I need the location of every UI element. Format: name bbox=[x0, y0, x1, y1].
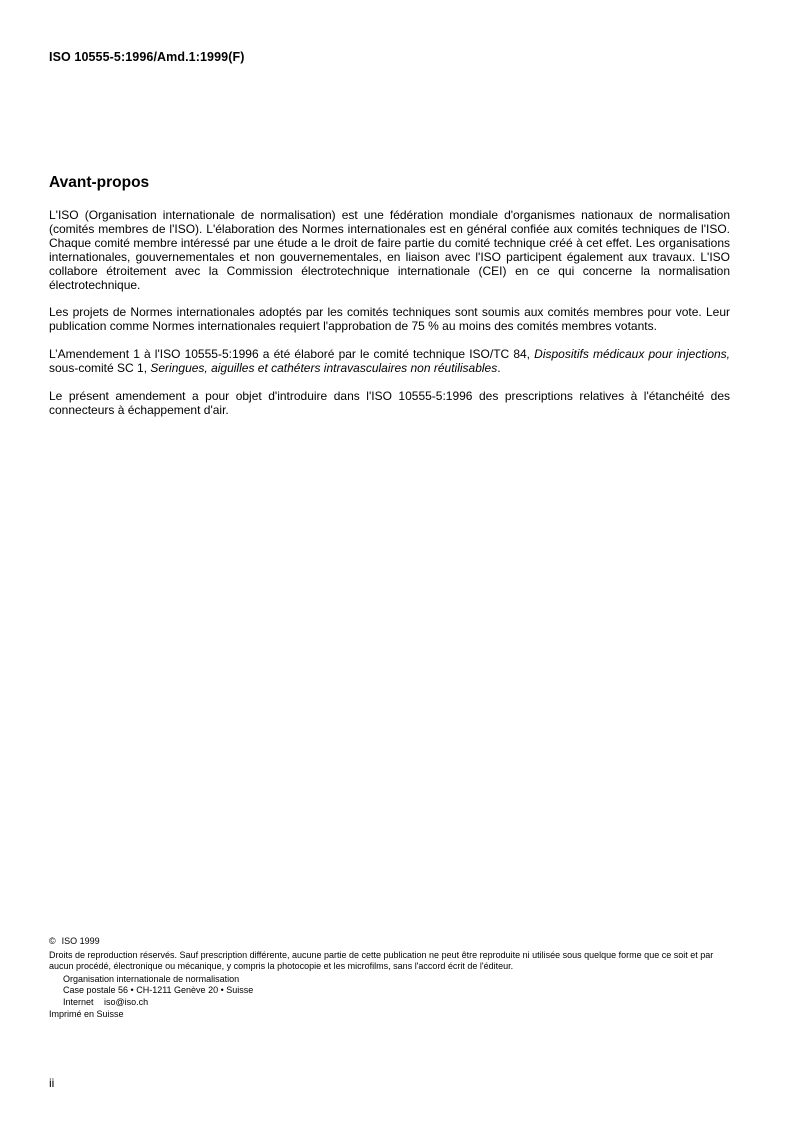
postal-address: Case postale 56 • CH-1211 Genève 20 • Suisse bbox=[63, 985, 254, 996]
internet-line bbox=[49, 997, 739, 1009]
amendment-text-part2: sous-comité SC 1, bbox=[49, 361, 151, 376]
subcommittee-title-italic: Seringues, aiguilles et cathéters intravasculaires non réutilisables bbox=[150, 361, 498, 376]
section-title: Avant-propos bbox=[49, 174, 150, 191]
copyright-text: ISO 1999 bbox=[61, 936, 100, 946]
paragraph-iso-overview: L'ISO (Organisation internationale de normalisation) est une fédération mondiale d'organismes nationaux de normalisation (comités membres de l'ISO). L'élaboration des Normes internationales est en général confiée aux comités techniques de l'ISO. Chaque comité membre intéressé par une étude a le droit de faire partie du comité technique créé à cet effet. Les organisations internationales, gouvernementales et non gouvernementales, en liaison avec l'ISO participent également aux travaux. L'ISO collabore étroitement avec la Commission électrotechnique internationale (CEI) en ce qui concerne la normalisation électrotechnique. bbox=[49, 208, 730, 292]
paragraph-amendment-origin bbox=[49, 348, 730, 376]
document-reference: ISO 10555-5:1996/Amd.1:1999(F) bbox=[49, 50, 245, 64]
org-name: Organisation internationale de normalisation bbox=[63, 973, 240, 984]
committee-title-italic: Dispositifs médicaux pour injections, bbox=[534, 347, 730, 362]
paragraph-amendment-purpose: Le présent amendement a pour objet d'introduire dans l'ISO 10555-5:1996 des prescriptions relatives à l'étanchéité des connecteurs à échappement d'air. bbox=[49, 389, 730, 417]
printed-in: Imprimé en Suisse bbox=[49, 1008, 124, 1019]
copyright-symbol: © bbox=[49, 936, 56, 946]
copyright-line bbox=[49, 936, 739, 948]
rights-notice: Droits de reproduction réservés. Sauf prescription différente, aucune partie de cette publication ne peut être reproduite ni utilisée sous quelque forme que ce soit et par aucun procédé, électronique ou mécanique, y compris la photocopie et les microfilms, sans l'accord écrit de l'éditeur. bbox=[49, 949, 714, 972]
page-number: ii bbox=[49, 1076, 55, 1090]
amendment-text-part3: . bbox=[497, 361, 501, 376]
internet-label: Internet bbox=[63, 996, 94, 1007]
copyright-footer bbox=[49, 936, 739, 1020]
amendment-text-part1: L’Amendement 1 à l'ISO 10555-5:1996 a été élaboré par le comité technique ISO/TC 84, bbox=[49, 347, 535, 362]
foreword-body bbox=[49, 209, 730, 432]
paragraph-voting: Les projets de Normes internationales adoptés par les comités techniques sont soumis aux comités membres pour vote. Leur publication comme Normes internationales requiert l'approbation de 75 % au moins des comités membres votants. bbox=[49, 305, 730, 334]
internet-email: iso@iso.ch bbox=[104, 996, 149, 1007]
